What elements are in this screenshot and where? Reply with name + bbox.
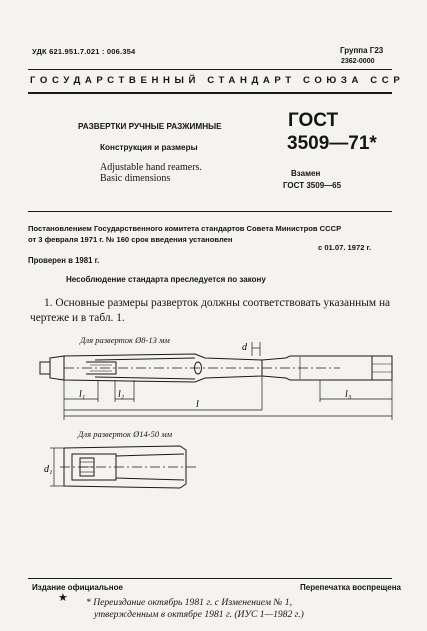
instead-value: ГОСТ 3509—65	[283, 181, 342, 190]
okstu-code: 2362-0000	[341, 58, 375, 65]
standard-header: ГОСУДАРСТВЕННЫЙ СТАНДАРТ СОЮЗА ССР	[30, 75, 405, 86]
instead-label: Взамен	[291, 169, 321, 178]
drawing-label-1: Для разверток Ø8-13 мм	[80, 335, 170, 345]
title-ru: РАЗВЕРТКИ РУЧНЫЕ РАЗЖИМНЫЕ	[78, 122, 222, 131]
footnote-line-1: * Переиздание октябрь 1981 г. с Изменением № 1,	[86, 597, 292, 608]
subtitle-en: Basic dimensions	[100, 173, 171, 184]
dim-label-l: l	[196, 399, 199, 410]
footnote-line-2: утвержденным в октябре 1981 г. (ИУС 1—1982 г.)	[94, 609, 304, 620]
dim-label-l1: l₁	[79, 389, 86, 400]
dimension-lines-1	[64, 376, 392, 420]
group-code: Группа Г23	[340, 46, 384, 55]
drawing-label-2: Для разверток Ø14-50 мм	[78, 429, 173, 439]
official-edition: Издание официальное	[32, 583, 123, 592]
effective-date: с 01.07. 1972 г.	[318, 243, 372, 252]
dim-d	[252, 342, 260, 356]
reprint-prohibited: Перепечатка воспрещена	[300, 583, 401, 592]
gost-number: 3509—71*	[287, 133, 377, 154]
paragraph-1: 1. Основные размеры разверток должны соответствовать указанным на чертеже и в табл. 1.	[30, 297, 391, 324]
dim-label-d1: d₁	[44, 464, 53, 475]
reamer-body-2	[60, 446, 196, 488]
dim-label-l2: l₂	[118, 389, 125, 400]
dim-label-l3: l₃	[345, 389, 352, 400]
decree-line-2: от 3 февраля 1971 г. № 160 срок введения установлен	[28, 235, 233, 244]
reamer-body-1	[40, 354, 392, 382]
prosecution-note: Несоблюдение стандарта преследуется по закону	[66, 275, 266, 284]
gost-label: ГОСТ	[288, 110, 339, 131]
checked-note: Проверен в 1981 г.	[28, 256, 100, 265]
subtitle-ru: Конструкция и размеры	[100, 143, 198, 152]
decree-line-1: Постановлением Государственного комитета стандартов Совета Министров СССР	[28, 224, 342, 233]
title-en: Adjustable hand reamers.	[100, 162, 202, 173]
udk-code: УДК 621.951.7.021 : 006.354	[32, 47, 136, 56]
star-icon: ★	[58, 592, 68, 604]
dim-label-d: d	[242, 342, 247, 353]
footer-rule	[28, 578, 392, 579]
